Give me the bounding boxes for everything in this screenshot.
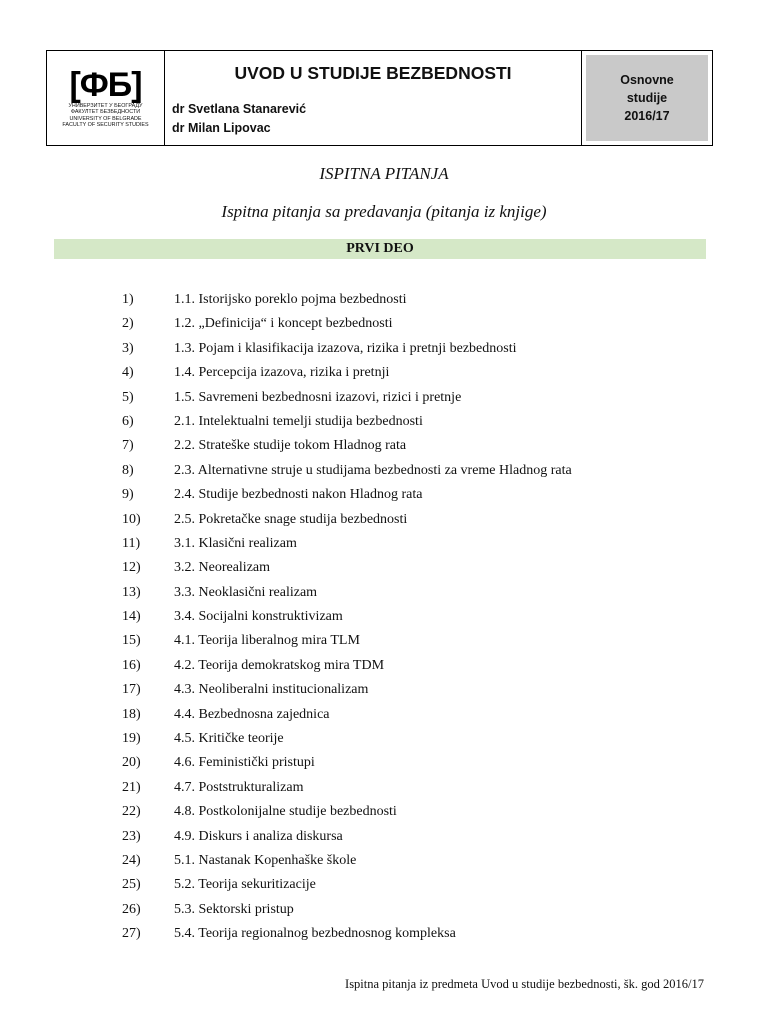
logo-line: FACULTY OF SECURITY STUDIES (62, 121, 149, 128)
question-text: 4.3. Neoliberalni institucionalizam (174, 682, 369, 698)
question-text: 2.1. Intelektualni temelji studija bezbednosti (174, 413, 423, 429)
question-number: 23) (122, 828, 141, 844)
question-item (0, 339, 768, 363)
question-text: 1.2. „Definicija“ i koncept bezbednosti (174, 316, 393, 332)
author-name: dr Milan Lipovac (172, 121, 271, 135)
question-number: 5) (122, 389, 134, 405)
question-list (0, 290, 768, 949)
question-text: 2.2. Strateške studije tokom Hladnog rata (174, 438, 407, 454)
question-item (0, 534, 768, 558)
study-level-box (586, 55, 708, 141)
question-item (0, 924, 768, 948)
logo-line: ФАКУЛТЕТ БЕЗБЕДНОСТИ (70, 109, 141, 116)
question-text: 3.4. Socijalni konstruktivizam (174, 609, 343, 625)
question-text: 2.4. Studije bezbednosti nakon Hladnog rata (174, 487, 423, 503)
logo-text (62, 103, 148, 128)
question-item (0, 680, 768, 704)
question-text: 4.4. Bezbednosna zajednica (174, 706, 330, 722)
question-text: 4.7. Poststrukturalizam (174, 779, 304, 795)
question-number: 24) (122, 852, 141, 868)
question-text: 3.1. Klasični realizam (174, 535, 297, 551)
question-text: 1.5. Savremeni bezbednosni izazovi, rizici i pretnje (174, 389, 462, 405)
author-name: dr Svetlana Stanarević (172, 102, 307, 116)
question-item (0, 729, 768, 753)
section-heading: PRVI DEO (54, 239, 706, 259)
question-item (0, 485, 768, 509)
question-number: 16) (122, 657, 141, 673)
question-item (0, 705, 768, 729)
question-text: 4.1. Teorija liberalnog mira TLM (174, 633, 360, 649)
question-text: 1.3. Pojam i klasifikacija izazova, rizika i pretnji bezbednosti (174, 340, 517, 356)
question-number: 3) (122, 340, 134, 356)
question-number: 27) (122, 926, 141, 942)
question-number: 19) (122, 731, 141, 747)
question-text: 5.4. Teorija regionalnog bezbednosnog kompleksa (174, 926, 456, 942)
question-text: 4.9. Diskurs i analiza diskursa (174, 828, 343, 844)
question-text: 4.2. Teorija demokratskog mira TDM (174, 657, 385, 673)
question-number: 17) (122, 682, 141, 698)
study-level-line: studije (626, 91, 668, 105)
question-item (0, 558, 768, 582)
question-number: 18) (122, 706, 141, 722)
logo-mark: [ФБ] (69, 66, 142, 105)
question-number: 1) (122, 292, 134, 307)
question-text: 4.8. Postkolonijalne studije bezbednosti (174, 804, 397, 820)
page-footer: Ispitna pitanja iz predmeta Uvod u studije bezbednosti, šk. god 2016/17 (345, 977, 704, 991)
question-item (0, 363, 768, 387)
question-text: 2.5. Pokretačke snage studija bezbednosti (174, 511, 408, 527)
question-number: 22) (122, 804, 141, 820)
question-number: 2) (122, 316, 134, 332)
question-text: 5.1. Nastanak Kopenhaške škole (174, 852, 357, 868)
question-item (0, 900, 768, 924)
academic-year: 2016/17 (624, 109, 670, 123)
page-title: ISPITNA PITANJA (319, 164, 449, 183)
question-number: 14) (122, 609, 141, 625)
question-item (0, 436, 768, 460)
question-number: 9) (122, 487, 134, 503)
question-text: 4.6. Feministički pristupi (174, 755, 315, 771)
course-title: UVOD U STUDIJE BEZBEDNOSTI (234, 63, 512, 83)
question-number: 6) (122, 413, 134, 429)
question-item (0, 753, 768, 777)
question-number: 12) (122, 560, 141, 576)
question-number: 7) (122, 438, 134, 454)
question-item (0, 583, 768, 607)
page-subtitle: Ispitna pitanja sa predavanja (pitanja iz knjige) (221, 202, 547, 221)
question-text: 4.5. Kritičke teorije (174, 731, 284, 747)
question-item (0, 631, 768, 655)
authors (172, 100, 306, 138)
document-header (46, 50, 713, 146)
question-item (0, 827, 768, 851)
question-item (0, 778, 768, 802)
question-number: 15) (122, 633, 141, 649)
logo-line: UNIVERSITY OF BELGRADE (69, 115, 142, 122)
question-text: 2.3. Alternativne struje u studijama bezbednosti za vreme Hladnog rata (174, 462, 572, 478)
question-item (0, 388, 768, 412)
question-number: 4) (122, 365, 134, 381)
question-item (0, 875, 768, 899)
course-info (165, 51, 582, 145)
question-number: 11) (122, 535, 141, 551)
question-text: 3.2. Neorealizam (174, 560, 271, 576)
question-item (0, 290, 768, 314)
question-text: 3.3. Neoklasični realizam (174, 584, 318, 600)
question-item (0, 802, 768, 826)
question-text: 5.2. Teorija sekuritizacije (174, 877, 316, 893)
faculty-logo (47, 51, 165, 145)
question-item (0, 851, 768, 875)
question-item (0, 656, 768, 680)
question-item (0, 461, 768, 485)
question-text: 1.1. Istorijsko poreklo pojma bezbednosti (174, 292, 407, 307)
question-number: 25) (122, 877, 141, 893)
question-item (0, 412, 768, 436)
study-level-line: Osnovne (620, 73, 674, 87)
question-number: 13) (122, 584, 141, 600)
question-text: 1.4. Percepcija izazova, rizika i pretnji (174, 365, 390, 381)
question-number: 26) (122, 901, 141, 917)
question-item (0, 607, 768, 631)
question-number: 20) (122, 755, 141, 771)
question-number: 8) (122, 462, 134, 478)
question-number: 21) (122, 779, 141, 795)
question-number: 10) (122, 511, 141, 527)
question-item (0, 314, 768, 338)
question-text: 5.3. Sektorski pristup (174, 901, 294, 917)
logo-line: УНИВЕРЗИТЕТ У БЕОГРАДУ (68, 103, 143, 110)
question-item (0, 510, 768, 534)
